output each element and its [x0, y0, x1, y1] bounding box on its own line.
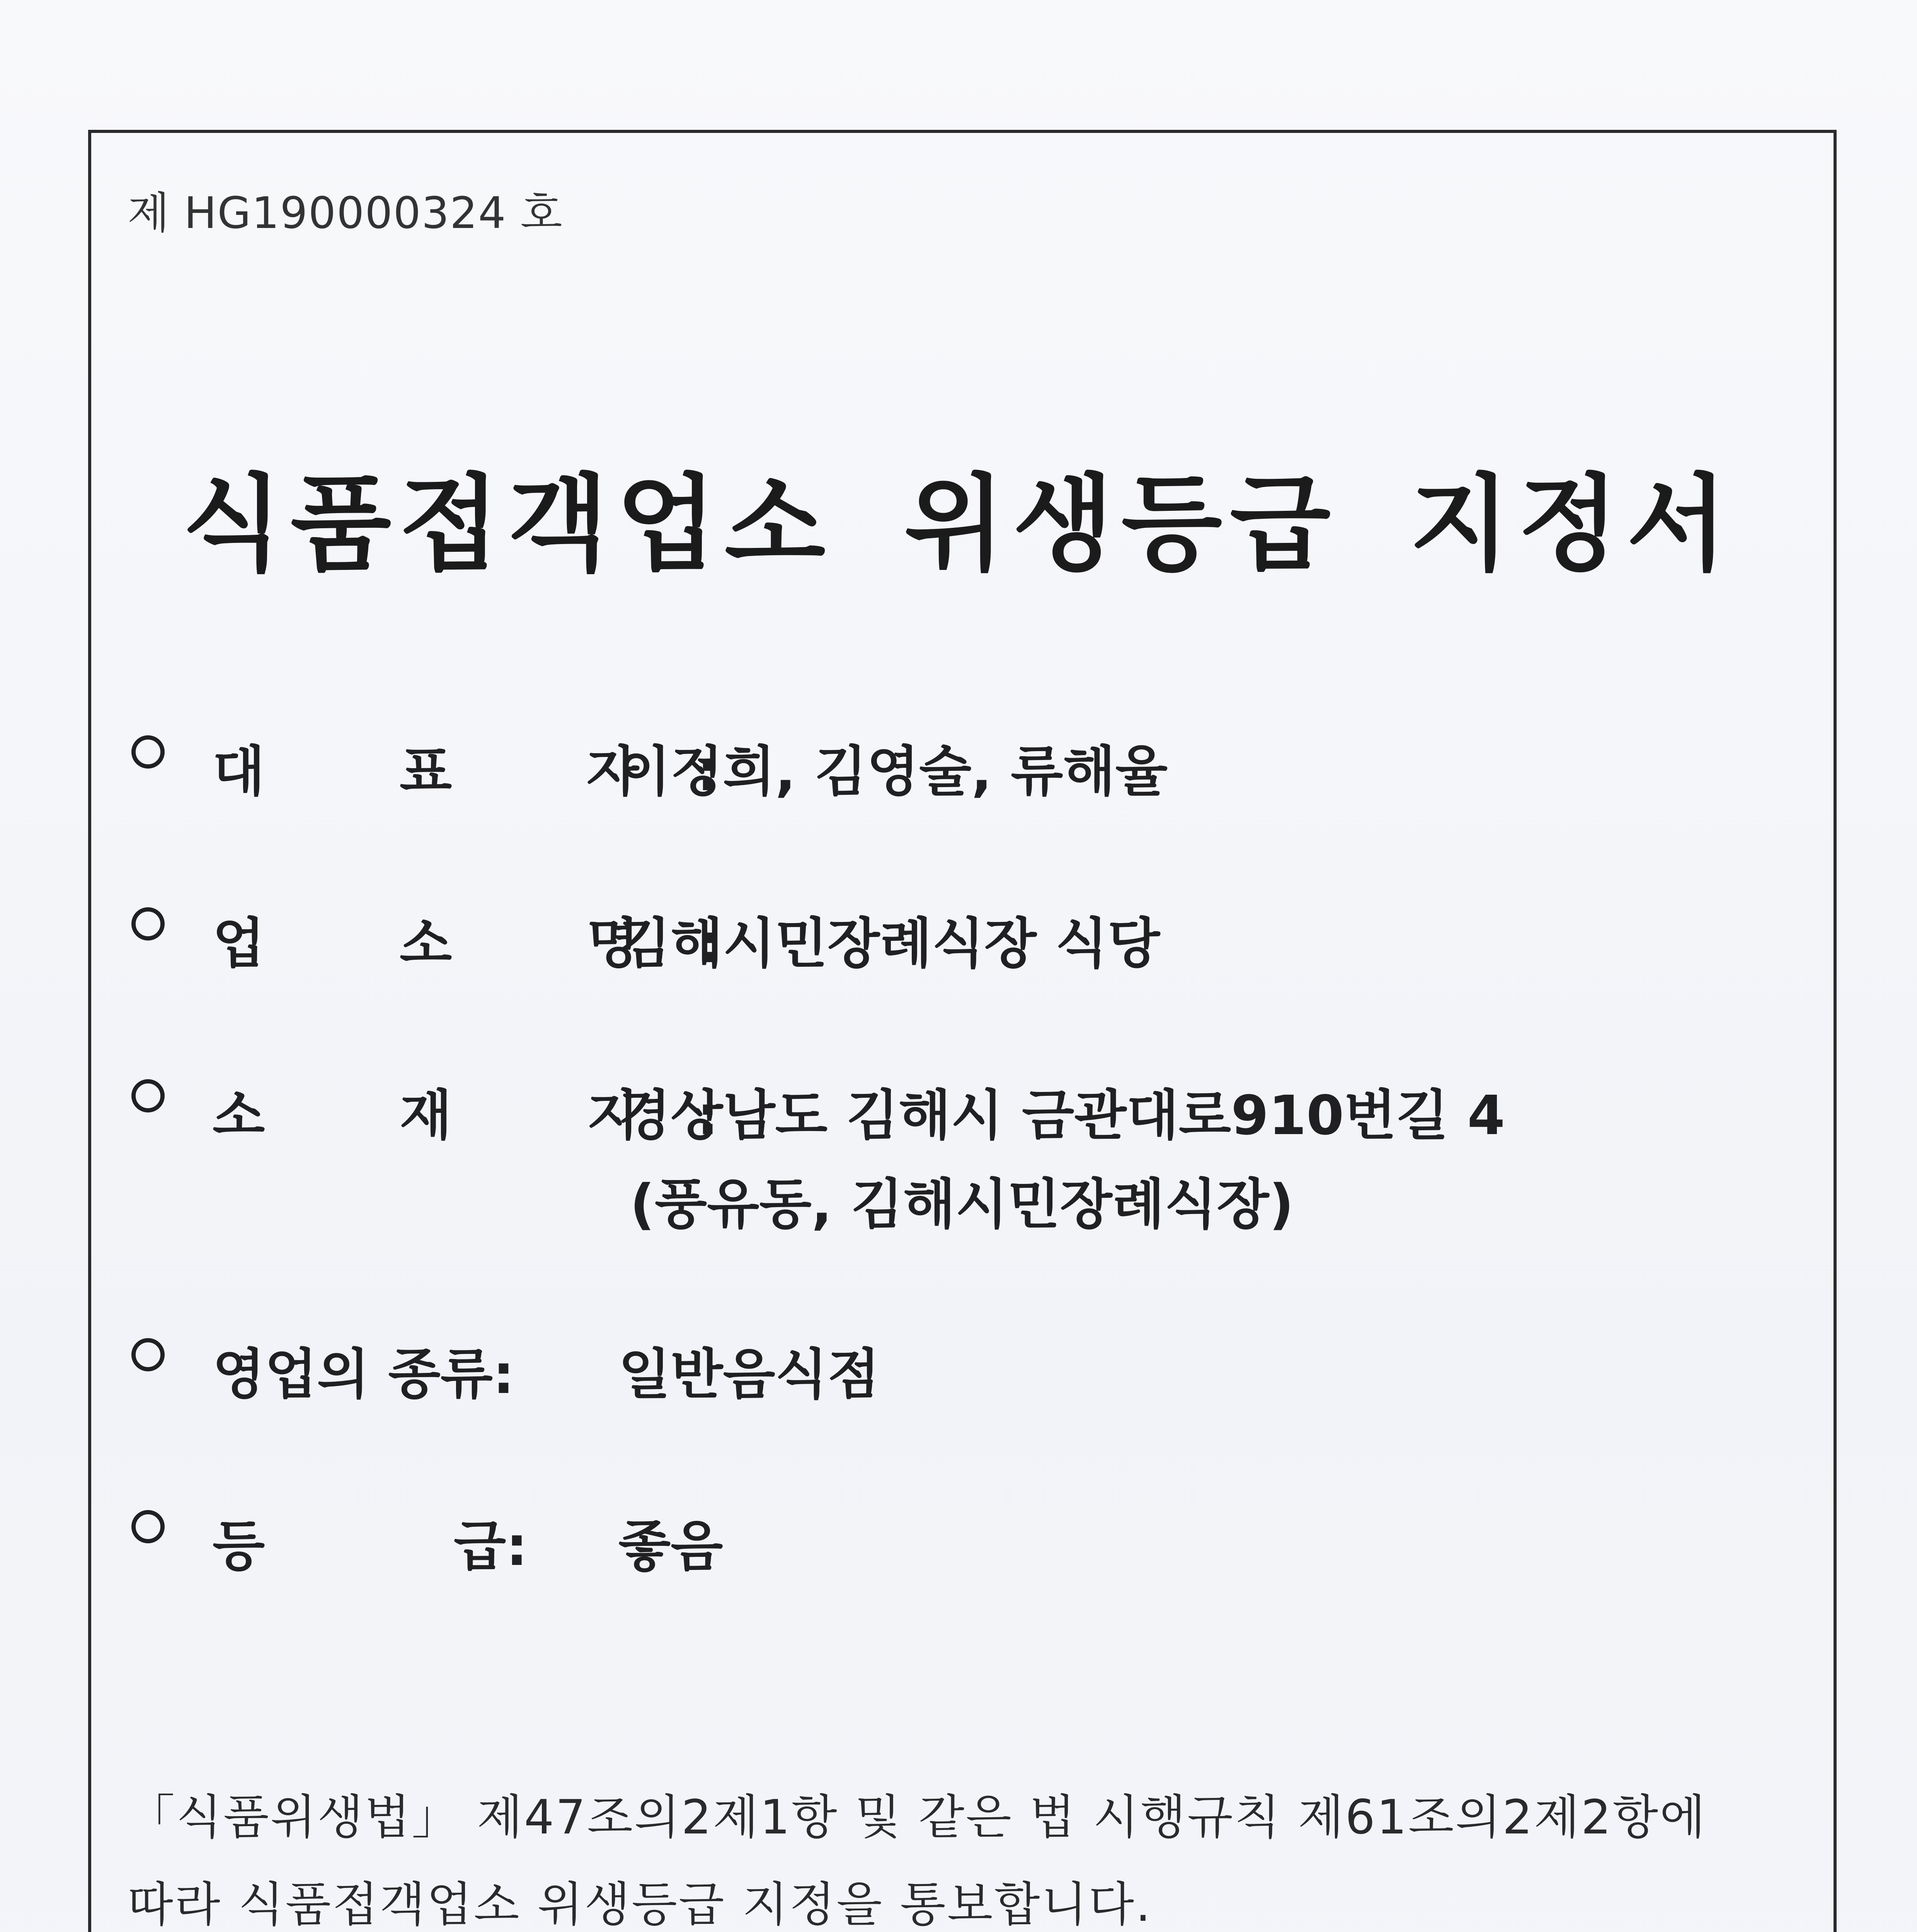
document-number-prefix: 제 [128, 188, 170, 238]
document-number-value: HG190000324 [184, 188, 507, 238]
document-title: 식품접객업소 위생등급 지정서 [182, 463, 1735, 585]
grade-value: 좋음 [618, 1515, 723, 1578]
representative-label: 대 표 자: [213, 740, 777, 803]
circle-bullet-icon [131, 1338, 165, 1371]
notice-paragraph [128, 1774, 1824, 1932]
circle-bullet-icon [131, 1079, 165, 1112]
circle-bullet-icon [131, 907, 165, 940]
business-type-label: 영업의 종류: [213, 1343, 514, 1406]
location-label: 소 재 지: [213, 1084, 777, 1147]
location-value-line2: (풍유동, 김해시민장례식장) [630, 1173, 1294, 1236]
document-number [128, 179, 563, 241]
circle-bullet-icon [131, 1510, 165, 1543]
grade-label: 등 급: [213, 1515, 528, 1578]
circle-bullet-icon [131, 735, 165, 769]
notice-line-1: 「식품위생법」 제47조의2제1항 및 같은 법 시행규칙 제61조의2제2항에 [128, 1790, 1707, 1845]
location-value: 경상남도 김해시 금관대로910번길 4 [618, 1084, 1505, 1147]
document-border [88, 130, 1837, 1932]
business-type-value: 일반음식점 [618, 1343, 880, 1406]
notice-line-2: 따라 식품접객업소 위생등급 지정을 통보합니다. [128, 1877, 1152, 1932]
business-name-label: 업 소 명: [213, 912, 777, 975]
representative-value: 이정희, 김영술, 류해율 [618, 740, 1168, 803]
business-name-value: 김해시민장례식장 식당 [618, 912, 1160, 975]
document-number-suffix: 호 [520, 188, 563, 238]
